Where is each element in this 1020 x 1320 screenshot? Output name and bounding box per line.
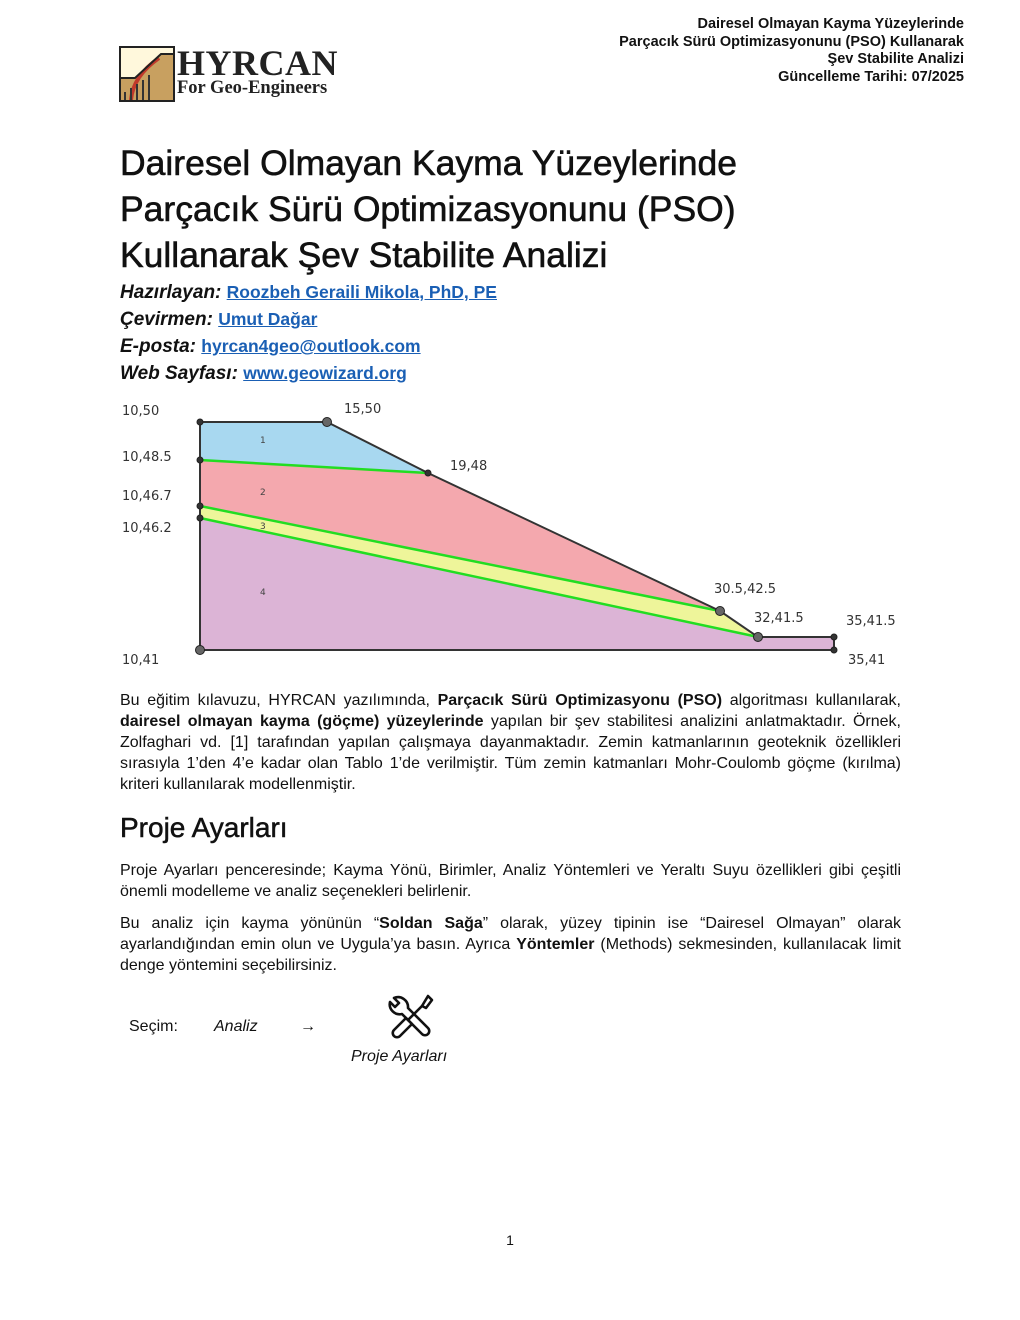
slope-model-figure (110, 395, 910, 680)
title-line-1: Dairesel Olmayan Kayma Yüzeylerinde (120, 143, 737, 183)
header-line-3: Şev Stabilite Analizi (827, 51, 964, 67)
intro-text-1: Bu eğitim kılavuzu, HYRCAN yazılımında, (120, 692, 438, 709)
header-line-1: Dairesel Olmayan Kayma Yüzeylerinde (697, 16, 964, 32)
p2-text-3: (Methods) sekmesinden, kullanılacak limit denge yöntemini seçebilirsiniz. (120, 936, 902, 974)
web-link[interactable]: www.geowizard.org (243, 363, 407, 383)
translator-link[interactable]: Umut Dağar (218, 309, 318, 329)
hyrcan-logo (119, 43, 364, 104)
label-10-46.7: 10,46.7 (122, 489, 172, 504)
intro-bold-1: Parçacık Sürü Optimizasyonu (PSO) (437, 692, 723, 709)
label-19-48: 19,48 (450, 459, 488, 474)
intro-bold-2: dairesel olmayan kayma (göçme) yüzeylerinde (120, 713, 484, 730)
vertex-35-41.5 (831, 634, 837, 640)
web-label: Web Sayfası: (120, 363, 238, 384)
label-32-41.5: 32,41.5 (754, 611, 804, 626)
selection-label: Seçim: (129, 1018, 178, 1035)
p2-text-2: ” olarak, yüzey tipinin ise “Dairesel Olmayan” olarak ayarlandığından emin olun ve Uygula’ya basın. Ayrıca (120, 915, 902, 953)
intro-text-3: yapılan bir şev stabilitesi analizini anlatmaktadır. Örnek, Zolfaghari vd. [1] tarafından yapılan çalışmaya dayanmaktadır. Zemin katmanlarının geoteknik özellikleri sırasıyla 1’den 4’e kadar olan Tablo 1’de verilmiştir. Tüm zemin katmanları Mohr-Coulomb göçme (kırılma) kriteri kullanılarak modellenmiştir. (120, 713, 901, 793)
vertex-35-41 (831, 647, 837, 653)
label-35-41: 35,41 (848, 653, 886, 668)
title-line-3: Kullanarak Şev Stabilite Analizi (120, 235, 608, 275)
layer-label-1: 1 (260, 436, 266, 446)
vertex-10-46.2 (197, 515, 203, 521)
email-link[interactable]: hyrcan4geo@outlook.com (201, 336, 421, 356)
header-line-2: Parçacık Sürü Optimizasyonunu (PSO) Kullanarak (619, 33, 964, 50)
vertex-10-50 (197, 419, 203, 425)
prepared-label: Hazırlayan: (120, 282, 222, 303)
selection-arrow: → (300, 1018, 316, 1035)
p2-bold-2: Yöntemler (516, 936, 595, 953)
document-title (120, 140, 920, 278)
project-settings-caption: Proje Ayarları (351, 1048, 448, 1065)
p2-text-1: Bu analiz için kayma yönünün “ (120, 915, 380, 932)
title-line-2: Parçacık Sürü Optimizasyonunu (PSO) (120, 189, 736, 229)
email-label: E-posta: (120, 336, 196, 357)
author-info (120, 279, 497, 387)
project-settings-icon[interactable] (386, 992, 436, 1042)
label-10-41: 10,41 (122, 653, 160, 668)
label-10-46.2: 10,46.2 (122, 521, 172, 536)
layer-label-3: 3 (260, 522, 266, 532)
vertex-19-48 (425, 470, 431, 476)
label-30.5-42.5: 30.5,42.5 (714, 582, 777, 597)
section-paragraph-2 (120, 913, 901, 976)
slope-logo-icon (119, 46, 175, 102)
running-header (619, 16, 964, 86)
label-15-50: 15,50 (344, 402, 382, 417)
layer-label-2: 2 (260, 488, 266, 498)
vertex-15-50 (323, 418, 332, 427)
header-line-4: Güncelleme Tarihi: 07/2025 (778, 68, 964, 85)
label-35-41.5: 35,41.5 (846, 614, 896, 629)
logo-title: HYRCAN (177, 43, 338, 83)
label-10-50: 10,50 (122, 404, 160, 419)
vertex-30.5-42.5 (716, 607, 725, 616)
translator-label: Çevirmen: (120, 309, 213, 330)
vertex-10-48.5 (197, 457, 203, 463)
label-10-48.5: 10,48.5 (122, 450, 172, 465)
layer-label-4: 4 (260, 588, 266, 598)
vertex-10-41 (196, 646, 205, 655)
prepared-link[interactable]: Roozbeh Geraili Mikola, PhD, PE (226, 282, 497, 302)
section-heading: Proje Ayarları (120, 812, 288, 843)
vertex-32-41.5 (754, 633, 763, 642)
intro-paragraph (120, 690, 901, 795)
section-paragraph-1: Proje Ayarları penceresinde; Kayma Yönü, Birimler, Analiz Yöntemleri ve Yeraltı Suyu özellikleri gibi çeşitli önemli modelleme ve analiz seçenekleri belirlenir. (120, 862, 901, 900)
vertex-10-46.7 (197, 503, 203, 509)
p2-bold-1: Soldan Sağa (379, 915, 483, 932)
page-number: 1 (506, 1232, 514, 1248)
intro-text-2: algoritması kullanılarak, (722, 692, 902, 709)
selection-menu: Analiz (214, 1018, 258, 1035)
logo-subtitle: For Geo-Engineers (177, 78, 328, 98)
